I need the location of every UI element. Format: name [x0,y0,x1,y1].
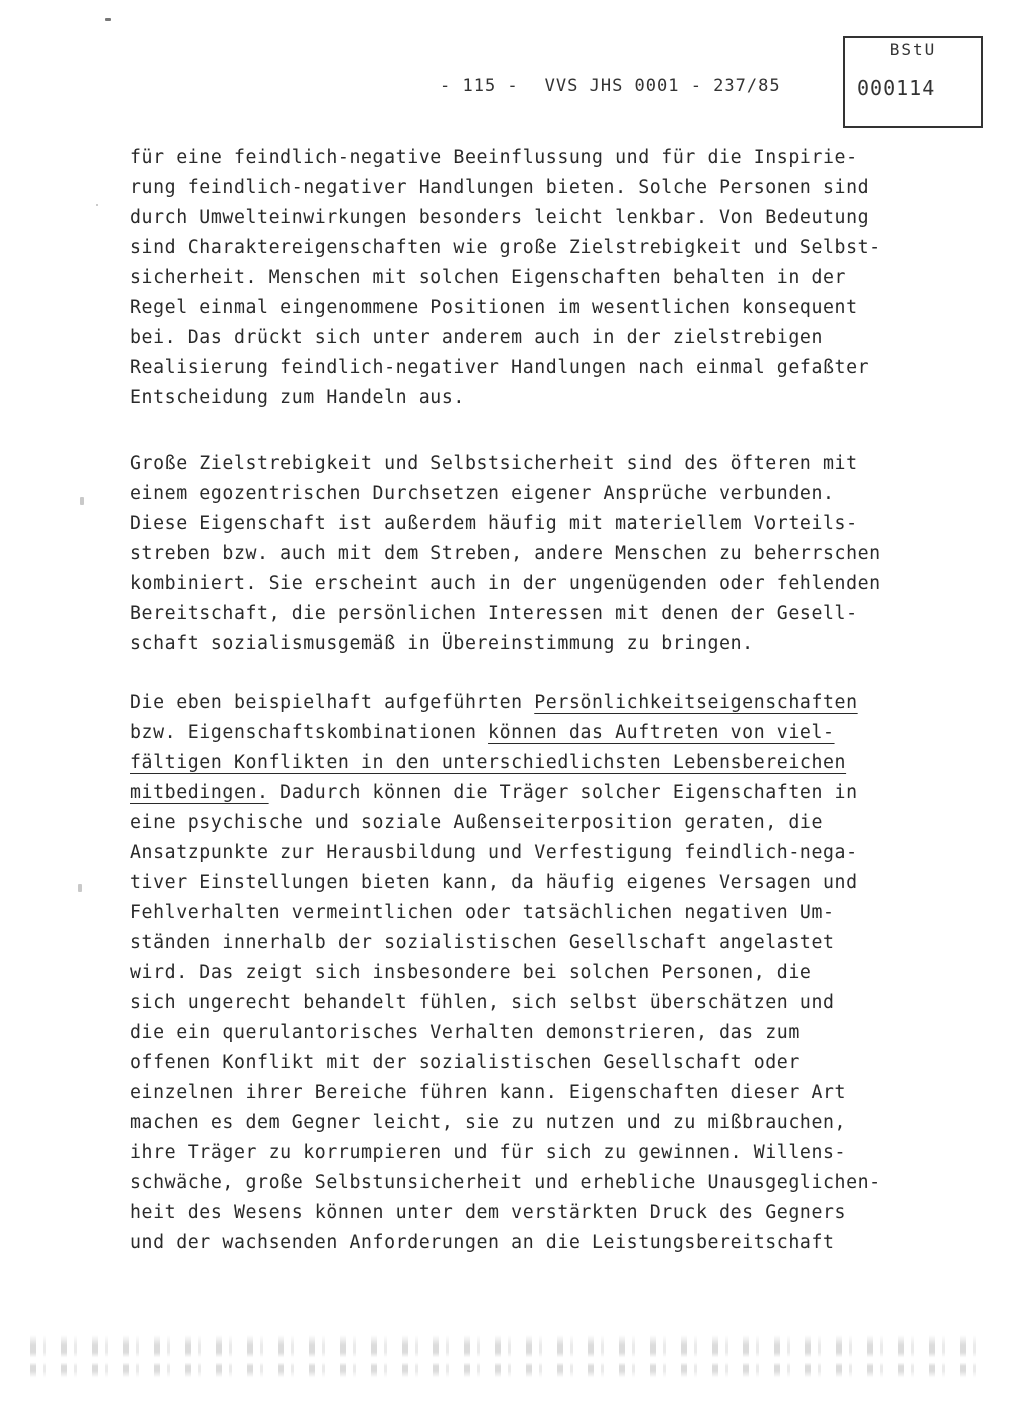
scan-speck [78,884,82,892]
text-line: rung feindlich-negativer Handlungen bieten. Solche Personen sind [130,177,870,198]
text-line: ihre Träger zu korrumpieren und für sich zu gewinnen. Willens- [130,1142,847,1163]
text-line: Regel einmal eingenommene Positionen im wesentlichen konsequent [130,297,858,318]
text-line: wird. Das zeigt sich insbesondere bei solchen Personen, die [130,962,812,983]
text-line: Entscheidung zum Handeln aus. [130,387,465,408]
text-line: mitbedingen. Dadurch können die Träger solcher Eigenschaften in [130,782,858,803]
text-line: Fehlverhalten vermeintlichen oder tatsächlichen negativen Um- [130,902,835,923]
text-line: sind Charaktereigenschaften wie große Zielstrebigkeit und Selbst- [130,237,881,258]
page-number: - 115 - [440,76,519,96]
text-line: bzw. Eigenschaftskombinationen können das Auftreten von viel- [130,722,835,743]
text-line: sicherheit. Menschen mit solchen Eigenschaften behalten in der [130,267,847,288]
text-line: eine psychische und soziale Außenseiterposition geraten, die [130,812,823,833]
text-line: bei. Das drückt sich unter anderem auch in der zielstrebigen [130,327,823,348]
scan-speck [105,18,111,21]
text-line: durch Umwelteinwirkungen besonders leicht lenkbar. Von Bedeutung [130,207,870,228]
text-line: heit des Wesens können unter dem verstärkten Druck des Gegners [130,1202,847,1223]
text-line: einzelnen ihrer Bereiche führen kann. Eigenschaften dieser Art [130,1082,847,1103]
text-line: kombiniert. Sie erscheint auch in der ungenügenden oder fehlenden [130,573,881,594]
text-line: und der wachsenden Anforderungen an die Leistungsbereitschaft [130,1232,835,1253]
scan-speck [96,204,98,206]
stamp-label: BStU [889,40,937,59]
text-line: schaft sozialismusgemäß in Übereinstimmung zu bringen. [130,633,754,654]
underlined-text: können das Auftreten von viel- [488,722,835,743]
text-line: Große Zielstrebigkeit und Selbstsicherheit sind des öfteren mit [130,453,858,474]
text-line: sich ungerecht behandelt fühlen, sich selbst überschätzen und [130,992,835,1013]
text-line: die ein querulantorisches Verhalten demonstrieren, das zum [130,1022,800,1043]
text-line [130,748,930,778]
underlined-text: Persönlichkeitseigenschaften [534,692,858,713]
text-line: Die eben beispielhaft aufgeführten Persönlichkeitseigenschaften [130,692,858,713]
text-line: ständen innerhalb der sozialistischen Gesellschaft angelastet [130,932,835,953]
text-line: machen es dem Gegner leicht, sie zu nutzen und zu mißbrauchen, [130,1112,847,1133]
text-line: Bereitschaft, die persönlichen Interessen mit denen der Gesell- [130,603,858,624]
text-line: tiver Einstellungen bieten kann, da häufig eigenes Versagen und [130,872,858,893]
underlined-text: fältigen Konflikten in den unterschiedlichsten Lebensbereichen [130,752,847,773]
paragraph-2 [130,449,930,659]
text-line: Realisierung feindlich-negativer Handlungen nach einmal gefaßter [130,357,870,378]
text-line: Ansatzpunkte zur Herausbildung und Verfestigung feindlich-nega- [130,842,858,863]
text-line: Diese Eigenschaft ist außerdem häufig mit materiellem Vorteils- [130,513,858,534]
document-reference: VVS JHS 0001 - 237/85 [544,76,781,96]
text-line: für eine feindlich-negative Beeinflussung und für die Inspirie- [130,147,858,168]
paragraph-1 [130,143,930,413]
page-header [440,76,807,96]
text-line: einem egozentrischen Durchsetzen eigener Ansprüche verbunden. [130,483,835,504]
stamp-number: 000114 [857,76,936,100]
text-line: offenen Konflikt mit der sozialistischen Gesellschaft oder [130,1052,800,1073]
text-line: streben bzw. auch mit dem Streben, andere Menschen zu beherrschen [130,543,881,564]
scan-speck [80,497,84,505]
paragraph-3 [130,688,930,1258]
scan-noise-band [30,1335,990,1385]
archive-stamp [843,36,983,128]
underlined-text: mitbedingen. [130,782,269,803]
text-line: schwäche, große Selbstunsicherheit und erhebliche Unausgeglichen- [130,1172,881,1193]
